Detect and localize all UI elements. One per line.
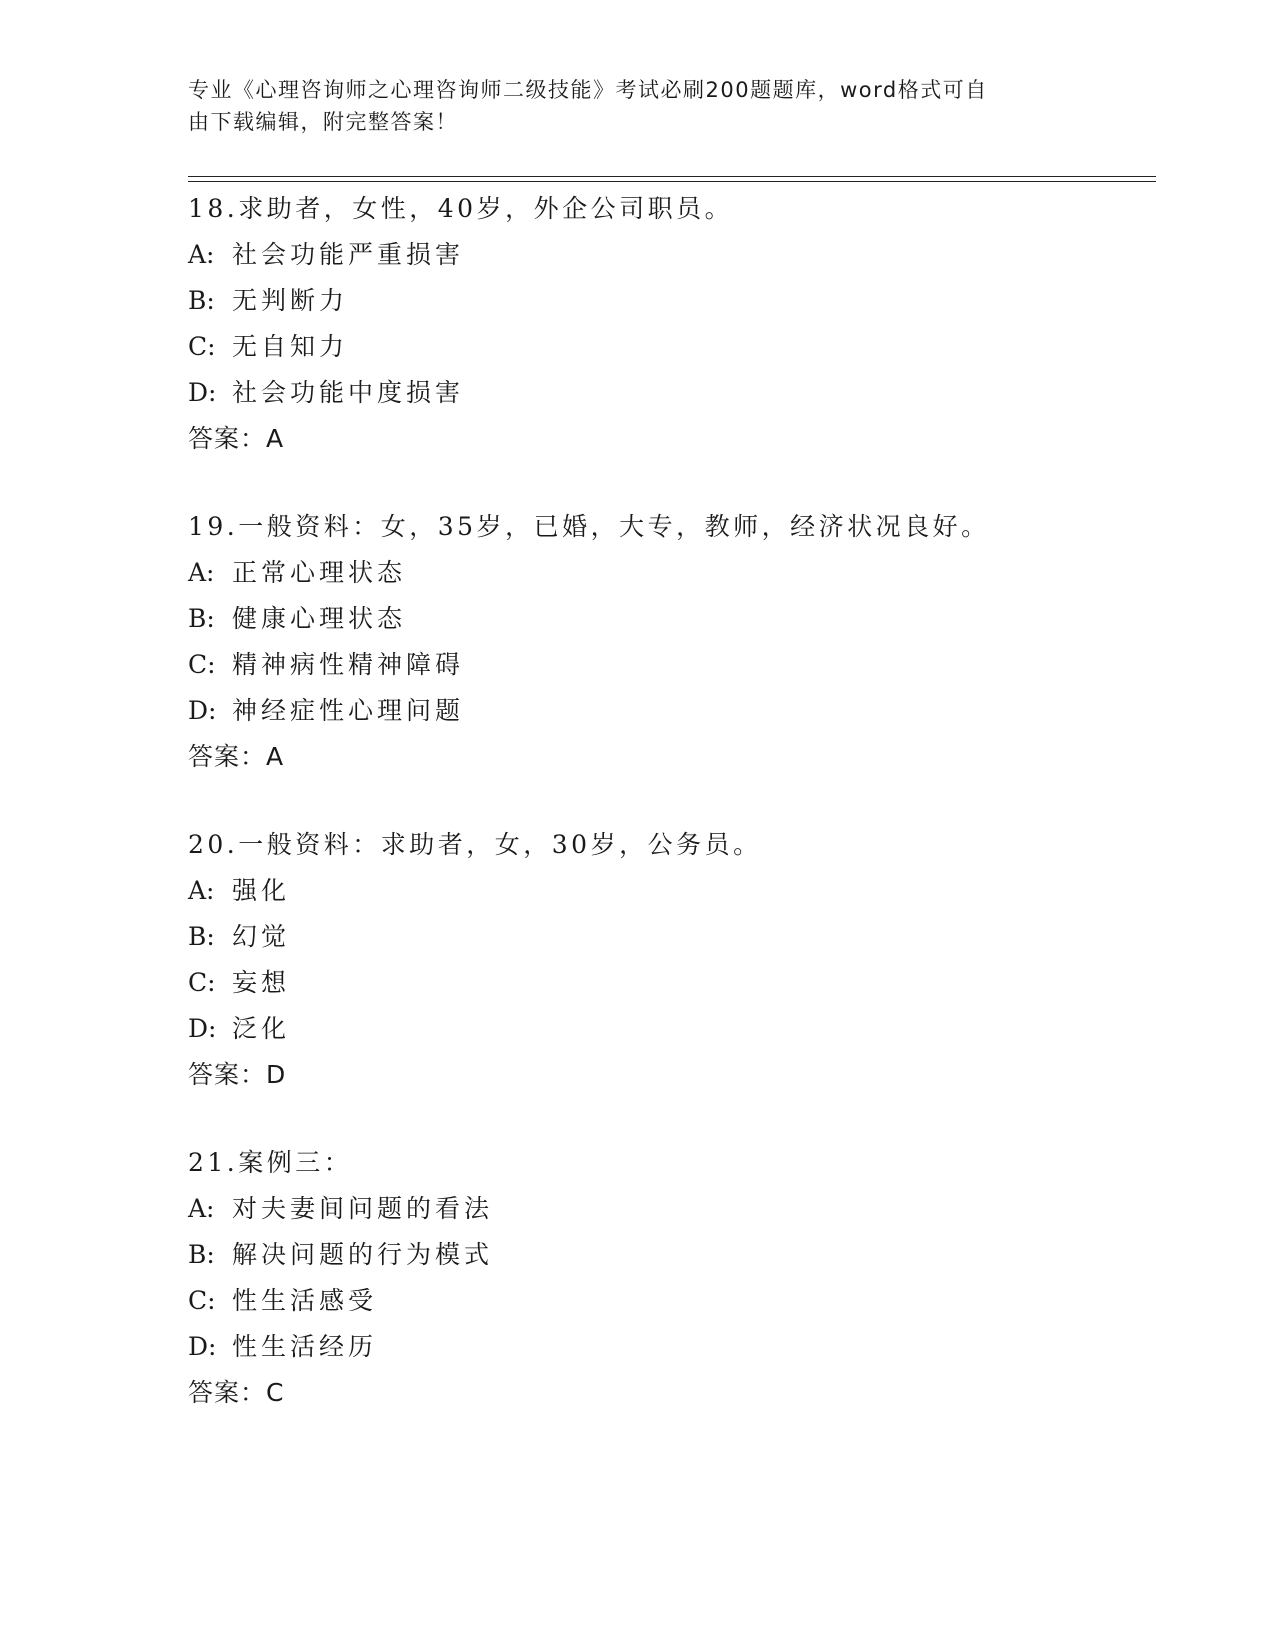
option-d — [188, 370, 1088, 416]
option-a — [188, 550, 1088, 596]
option-letter: C: — [188, 332, 216, 361]
option-c — [188, 960, 1088, 1006]
option-letter: D: — [188, 378, 217, 407]
option-c — [188, 642, 1088, 688]
option-letter: B: — [188, 286, 215, 315]
option-text: 对夫妻间问题的看法 — [232, 1194, 494, 1223]
option-c — [188, 324, 1088, 370]
option-b — [188, 914, 1088, 960]
header-divider-bottom — [188, 181, 1156, 182]
option-text: 健康心理状态 — [232, 604, 407, 633]
option-text: 性生活经历 — [232, 1332, 378, 1361]
option-d — [188, 1324, 1088, 1370]
question-19 — [188, 504, 1088, 780]
option-letter: C: — [188, 650, 216, 679]
option-d — [188, 688, 1088, 734]
option-letter: B: — [188, 1240, 215, 1269]
option-letter: C: — [188, 968, 216, 997]
answer-line: 答案：A — [188, 424, 285, 453]
answer-line: 答案：D — [188, 1060, 287, 1089]
option-letter: C: — [188, 1286, 216, 1315]
option-letter: B: — [188, 922, 215, 951]
option-letter: B: — [188, 604, 215, 633]
option-text: 社会功能严重损害 — [232, 240, 465, 269]
option-text: 神经症性心理问题 — [232, 696, 465, 725]
option-text: 强化 — [232, 876, 291, 905]
option-b — [188, 1232, 1088, 1278]
option-a — [188, 868, 1088, 914]
answer-line: 答案：C — [188, 1378, 285, 1407]
option-text: 性生活感受 — [232, 1286, 378, 1315]
option-text: 泛化 — [232, 1014, 291, 1043]
option-letter: A: — [188, 558, 215, 587]
question-21 — [188, 1140, 1088, 1416]
option-letter: D: — [188, 696, 217, 725]
option-text: 无自知力 — [232, 332, 349, 361]
option-text: 解决问题的行为模式 — [232, 1240, 494, 1269]
option-letter: A: — [188, 876, 215, 905]
header-divider-top — [188, 176, 1156, 177]
option-text: 社会功能中度损害 — [232, 378, 465, 407]
option-letter: A: — [188, 240, 215, 269]
option-letter: D: — [188, 1014, 217, 1043]
option-text: 精神病性精神障碍 — [232, 650, 465, 679]
option-text: 无判断力 — [232, 286, 349, 315]
option-a — [188, 232, 1088, 278]
option-text: 妄想 — [232, 968, 291, 997]
option-letter: D: — [188, 1332, 217, 1361]
option-a — [188, 1186, 1088, 1232]
question-stem: 21.案例三： — [188, 1148, 353, 1177]
question-stem: 20.一般资料：求助者，女，30岁，公务员。 — [188, 830, 762, 859]
option-d — [188, 1006, 1088, 1052]
header-line-1: 专业《心理咨询师之心理咨询师二级技能》考试必刷200题题库，word格式可自 — [188, 78, 988, 102]
option-text: 正常心理状态 — [232, 558, 407, 587]
question-18 — [188, 186, 1088, 462]
question-stem: 18.求助者，女性，40岁，外企公司职员。 — [188, 194, 734, 223]
question-20 — [188, 822, 1088, 1098]
option-b — [188, 596, 1088, 642]
option-text: 幻觉 — [232, 922, 291, 951]
option-c — [188, 1278, 1088, 1324]
header-line-2: 由下载编辑，附完整答案！ — [188, 110, 458, 134]
option-b — [188, 278, 1088, 324]
option-letter: A: — [188, 1194, 215, 1223]
answer-line: 答案：A — [188, 742, 285, 771]
document-header — [188, 74, 1068, 138]
question-stem: 19.一般资料：女，35岁，已婚，大专，教师，经济状况良好。 — [188, 512, 990, 541]
